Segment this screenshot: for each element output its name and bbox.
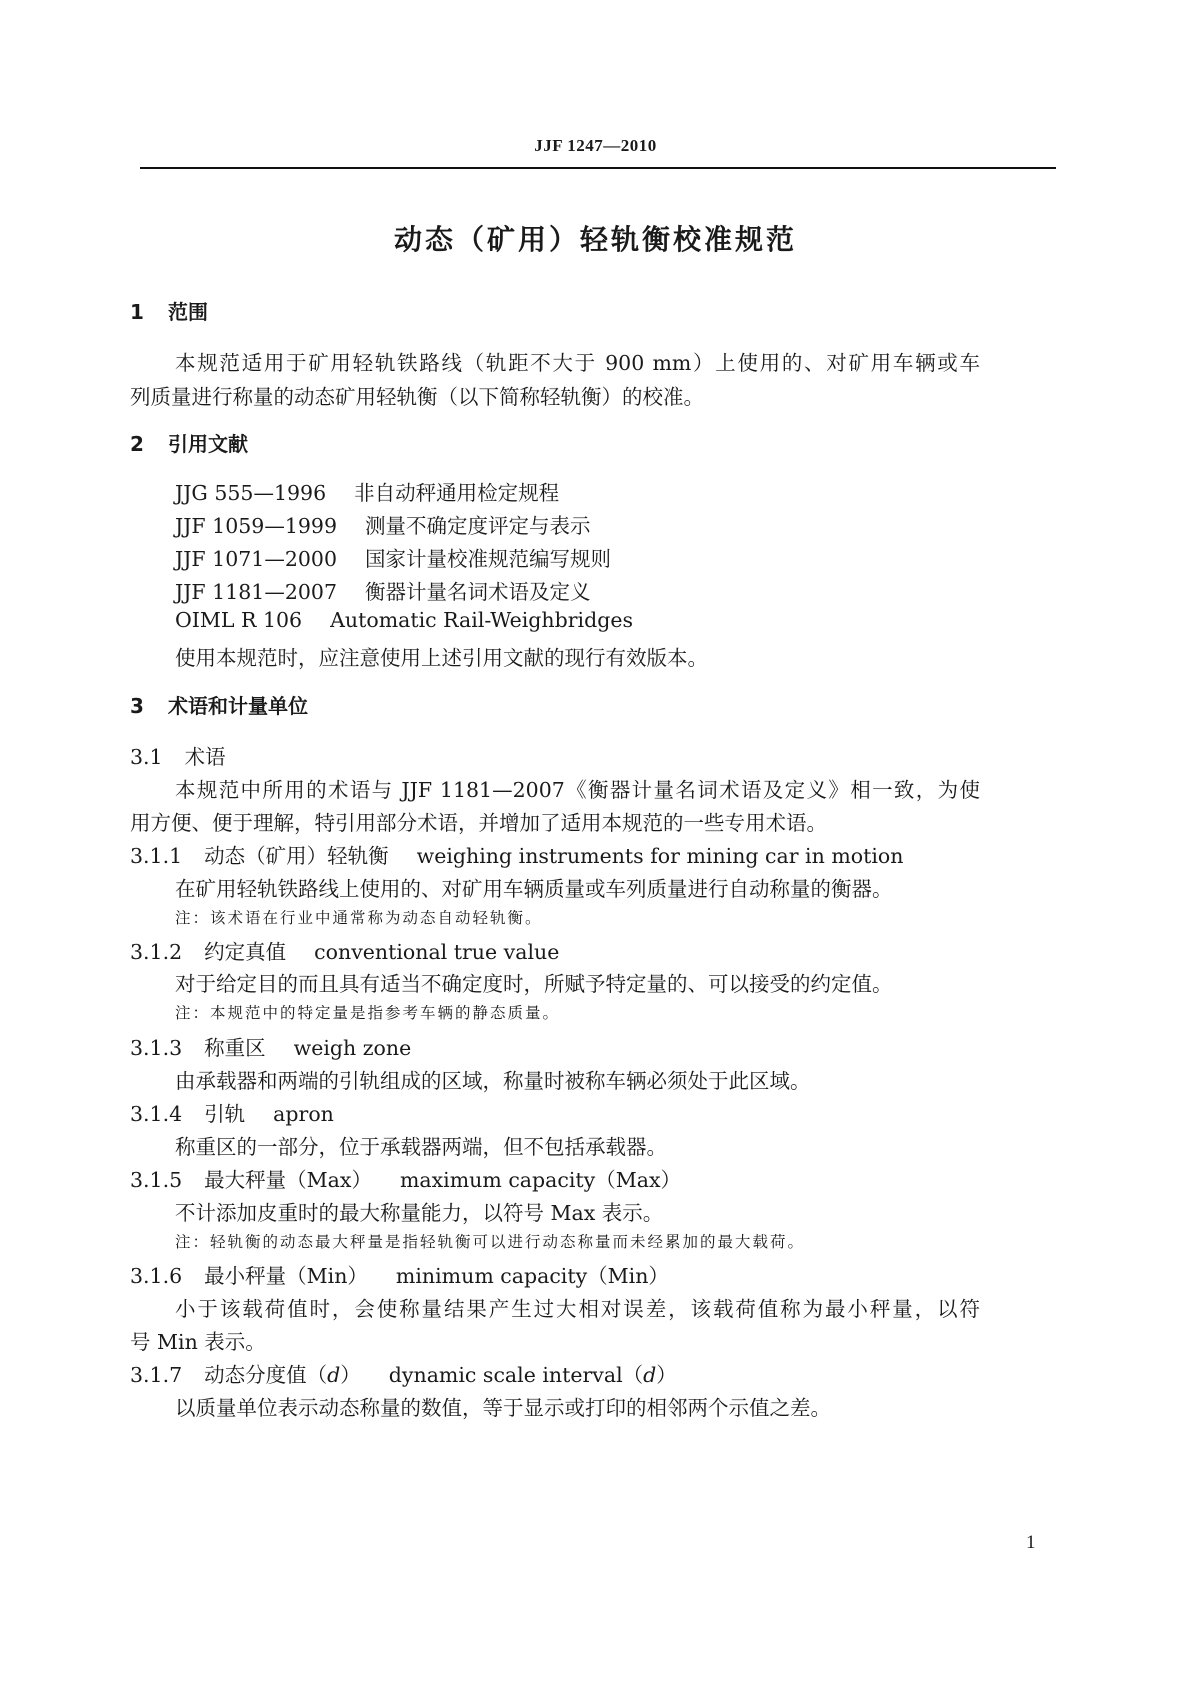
- subsection-number: 3.1: [130, 745, 163, 769]
- term-number: 3.1.4: [130, 1102, 183, 1126]
- reference-item: [175, 608, 633, 632]
- term-heading: [130, 839, 903, 869]
- term-symbol: d: [327, 1363, 341, 1387]
- term-english-suffix: ）: [656, 1363, 677, 1387]
- section-title: 引用文献: [168, 432, 248, 456]
- section-number: 2: [130, 432, 144, 456]
- term-english: weigh zone: [293, 1036, 412, 1060]
- term-number: 3.1.2: [130, 940, 183, 964]
- term-number: 3.1.6: [130, 1264, 183, 1288]
- standard-code: JJF 1247—2010: [534, 136, 657, 155]
- term-english: minimum capacity（Min）: [395, 1264, 669, 1288]
- page-number: 1: [1026, 1532, 1036, 1553]
- reference-title: Automatic Rail-Weighbridges: [330, 608, 633, 632]
- term-number: 3.1.3: [130, 1036, 183, 1060]
- section-2-closing: 使用本规范时，应注意使用上述引用文献的现行有效版本。: [175, 646, 708, 670]
- section-2-heading: [130, 428, 248, 457]
- term-chinese: 称重区: [204, 1036, 266, 1060]
- reference-code: JJF 1181—2007: [175, 580, 338, 604]
- section-number: 3: [130, 694, 144, 718]
- reference-item: [175, 476, 559, 506]
- section-1-paragraph-line-2: 列质量进行称量的动态矿用轻轨衡（以下简称轻轨衡）的校准。: [130, 385, 704, 409]
- term-definition: 在矿用轻轨铁路线上使用的、对矿用车辆质量或车列质量进行自动称量的衡器。: [175, 877, 893, 901]
- header-rule: [140, 167, 1056, 169]
- term-definition-line-1: 小于该载荷值时，会使称量结果产生过大相对误差，该载荷值称为最小秤量，以符: [175, 1297, 980, 1321]
- term-heading: [130, 1358, 677, 1388]
- term-note: 注：轻轨衡的动态最大秤量是指轻轨衡可以进行动态称量而未经累加的最大载荷。: [175, 1233, 806, 1251]
- term-chinese: 引轨: [204, 1102, 246, 1126]
- term-chinese: 约定真值: [204, 940, 287, 964]
- term-definition: 称重区的一部分，位于承载器两端，但不包括承载器。: [175, 1135, 667, 1159]
- section-1-heading: [130, 296, 208, 325]
- term-note: 注：本规范中的特定量是指参考车辆的静态质量。: [175, 1004, 561, 1022]
- reference-code: JJF 1059—1999: [175, 514, 338, 538]
- term-chinese: 动态（矿用）轻轨衡: [204, 844, 389, 868]
- term-heading: [130, 1031, 411, 1061]
- reference-title: 测量不确定度评定与表示: [365, 514, 591, 538]
- term-definition: 对于给定目的而且具有适当不确定度时，所赋予特定量的、可以接受的约定值。: [175, 972, 893, 996]
- reference-item: [175, 575, 591, 605]
- reference-title: 国家计量校准规范编写规则: [365, 547, 612, 571]
- reference-code: JJG 555—1996: [175, 481, 327, 505]
- term-english: maximum capacity（Max）: [399, 1168, 682, 1192]
- term-definition: 以质量单位表示动态称量的数值，等于显示或打印的相邻两个示值之差。: [175, 1396, 831, 1420]
- term-english: conventional true value: [314, 940, 560, 964]
- term-heading: [130, 1259, 669, 1289]
- section-number: 1: [130, 300, 144, 324]
- term-chinese-prefix: 动态分度值（: [204, 1363, 328, 1387]
- section-title: 术语和计量单位: [168, 694, 308, 718]
- subsection-3-1-line-1: 本规范中所用的术语与 JJF 1181—2007《衡器计量名词术语及定义》相一致，为使: [175, 778, 980, 802]
- term-chinese-suffix: ）: [340, 1363, 361, 1387]
- term-english-prefix: dynamic scale interval（: [388, 1363, 644, 1387]
- term-english: weighing instruments for mining car in motion: [416, 844, 904, 868]
- term-heading: [130, 1097, 334, 1127]
- document-title: 动态（矿用）轻轨衡校准规范: [393, 223, 797, 256]
- term-definition-line-2: 号 Min 表示。: [130, 1330, 266, 1354]
- reference-title: 衡器计量名词术语及定义: [365, 580, 591, 604]
- section-1-paragraph-line-1: 本规范适用于矿用轻轨铁路线（轨距不大于 900 mm）上使用的、对矿用车辆或车: [175, 351, 980, 375]
- subsection-3-1-line-2: 用方便、便于理解，特引用部分术语，并增加了适用本规范的一些专用术语。: [130, 811, 827, 835]
- term-chinese: 最大秤量（Max）: [204, 1168, 372, 1192]
- term-definition: 由承载器和两端的引轨组成的区域，称量时被称车辆必须处于此区域。: [175, 1069, 811, 1093]
- term-chinese: 最小秤量（Min）: [204, 1264, 368, 1288]
- reference-title: 非自动秤通用检定规程: [354, 481, 560, 505]
- reference-item: [175, 542, 611, 572]
- term-definition: 不计添加皮重时的最大称量能力，以符号 Max 表示。: [175, 1201, 664, 1225]
- term-english: apron: [273, 1102, 334, 1126]
- reference-code: OIML R 106: [175, 608, 303, 632]
- subsection-title: 术语: [184, 745, 226, 769]
- term-symbol: d: [643, 1363, 657, 1387]
- term-number: 3.1.7: [130, 1363, 183, 1387]
- term-number: 3.1.5: [130, 1168, 183, 1192]
- term-number: 3.1.1: [130, 844, 183, 868]
- section-title: 范围: [168, 300, 208, 324]
- term-note: 注：该术语在行业中通常称为动态自动轻轨衡。: [175, 909, 543, 927]
- subsection-3-1-heading: [130, 740, 226, 770]
- term-heading: [130, 935, 559, 965]
- section-3-heading: [130, 690, 308, 719]
- reference-item: [175, 509, 591, 539]
- term-heading: [130, 1163, 681, 1193]
- reference-code: JJF 1071—2000: [175, 547, 338, 571]
